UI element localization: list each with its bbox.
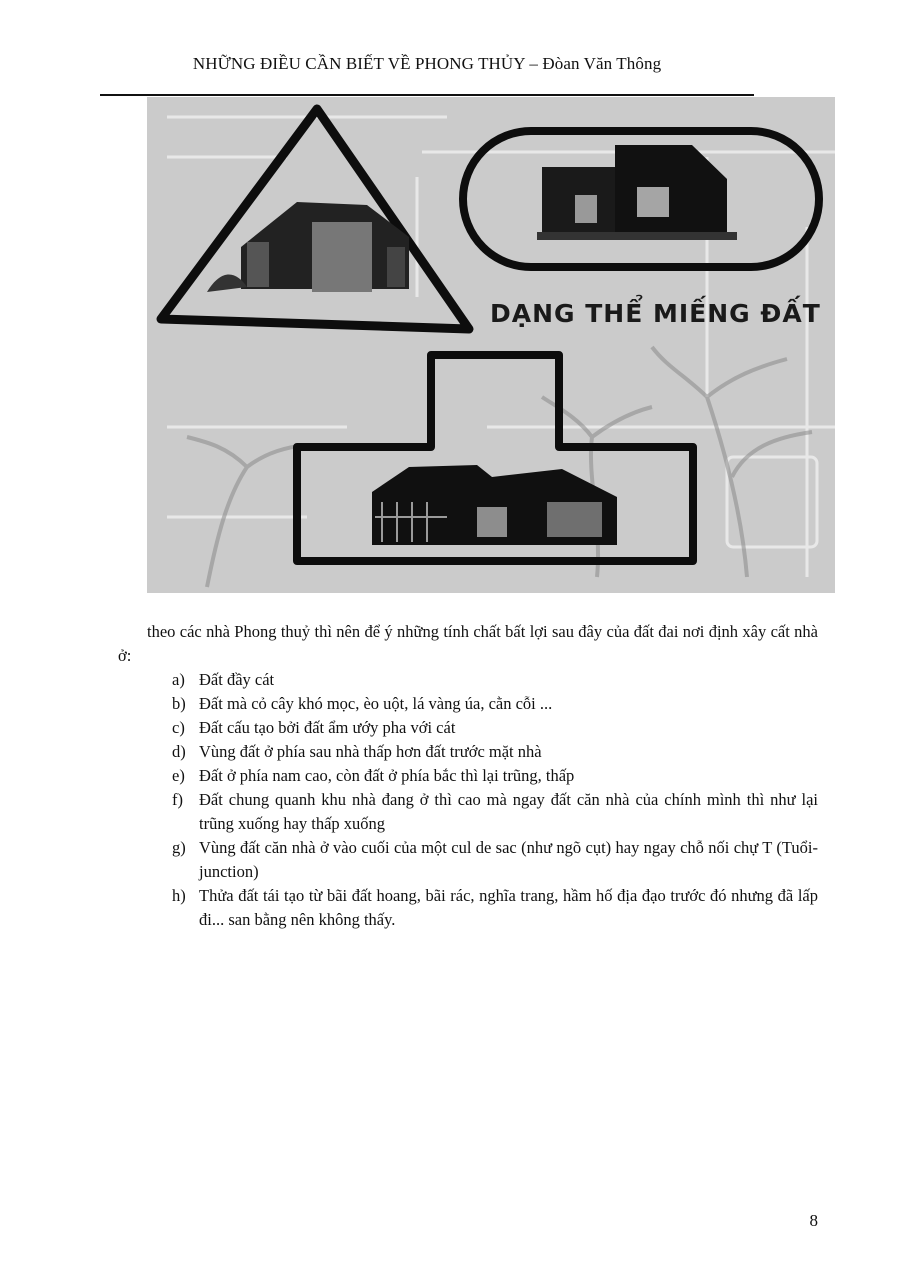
list-marker: b) [172,694,186,713]
list-marker: h) [172,886,186,905]
list-item-text: Đất ở phía nam cao, còn đất ở phía bắc thì lại trũng, thấp [199,766,575,785]
figure-caption: DẠNG THỂ MIẾNG ĐẤT [490,299,821,328]
body-text [118,620,818,932]
land-shapes-illustration [147,97,835,593]
unfavorable-land-list [118,668,818,932]
page-number: 8 [809,1211,818,1230]
list-marker: g) [172,838,186,857]
list-item [172,716,818,740]
list-item [172,740,818,764]
land-shapes-figure [147,97,835,593]
list-item [172,836,818,884]
list-marker: d) [172,742,186,761]
list-item-text: Vùng đất căn nhà ở vào cuối của một cul de sac (như ngõ cụt) hay ngay chỗ nối chự T (Tuổi-junction) [199,838,818,881]
list-item [172,764,818,788]
list-item-text: Đất cấu tạo bởi đất ẩm ướy pha với cát [199,718,456,737]
list-item-text: Đất chung quanh khu nhà đang ở thì cao mà ngay đất căn nhà của chính mình thì như lại trũng xuống hay thấp xuống [199,790,818,833]
list-marker: e) [172,766,185,785]
list-item-text: Vùng đất ở phía sau nhà thấp hơn đất trước mặt nhà [199,742,542,761]
list-item-text: Đất đầy cát [199,670,275,689]
list-item [172,884,818,932]
list-item [172,668,818,692]
list-item [172,692,818,716]
list-item-text: Đất mà cỏ cây khó mọc, èo uột, lá vàng úa, cằn cỗi ... [199,694,553,713]
header-rule [100,94,754,96]
list-marker: a) [172,670,185,689]
intro-paragraph: theo các nhà Phong thuỷ thì nên để ý những tính chất bất lợi sau đây của đất đai nơi định xây cất nhà ở: [118,622,818,665]
list-marker: f) [172,790,183,809]
running-header: NHỮNG ĐIỀU CẦN BIẾT VỀ PHONG THỦY – Đòan Văn Thông [192,54,662,73]
list-marker: c) [172,718,185,737]
list-item-text: Thửa đất tái tạo từ bãi đất hoang, bãi rác, nghĩa trang, hầm hố địa đạo trước đó nhưng đã lấp đi... san bằng nên không thấy. [199,886,818,929]
list-item [172,788,818,836]
